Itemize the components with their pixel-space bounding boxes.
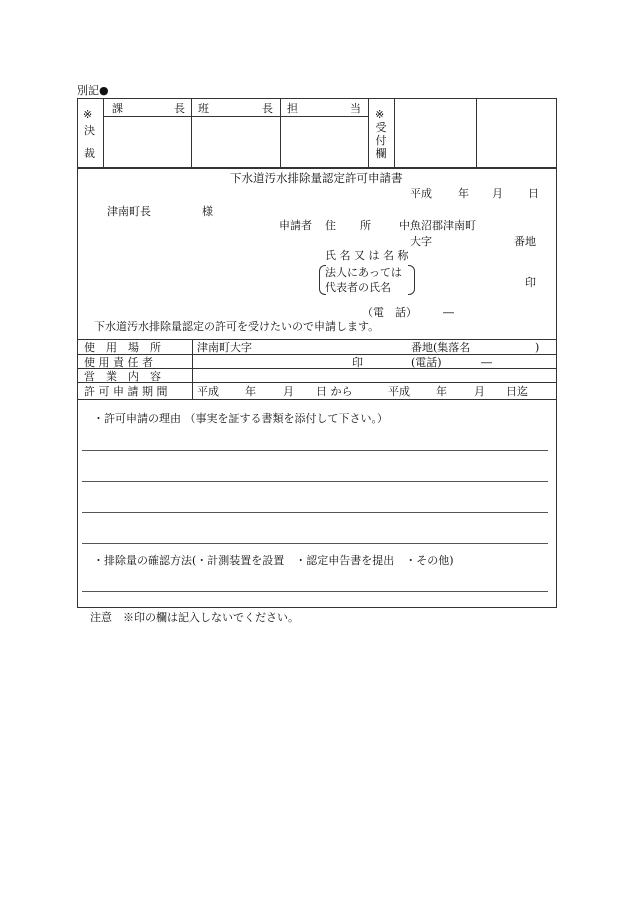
oaza-label: 大字 [410, 235, 432, 248]
applicant-label: 申請者 [279, 219, 312, 232]
addressee-suffix: 様 [202, 205, 213, 218]
phone-label: （電 話） [362, 306, 417, 319]
row-location-banchi: 番地(集落名 [411, 341, 471, 354]
note: 注意 ※印の欄は記入しないでください。 [90, 611, 299, 624]
row-period-month1: 月 [283, 385, 294, 398]
approval-label-1: 決 [84, 124, 95, 137]
row-period-label: 許 可 申 請 期 間 [84, 385, 168, 398]
row-responsible-seal: 印 [352, 356, 363, 369]
col-ka: 課 [112, 102, 123, 115]
approval-mark: ※ [83, 108, 93, 121]
col-han: 班 [198, 102, 209, 115]
date-day: 日 [528, 187, 539, 200]
corp-line-2: 代表者の氏名 [325, 281, 391, 294]
phone-dash: ― [443, 306, 454, 319]
reason-line-4 [82, 543, 548, 544]
row-responsible-label: 使 用 責 任 者 [84, 356, 153, 369]
row-period-year2: 年 [436, 385, 447, 398]
reason-line-1 [82, 450, 548, 451]
bracket-right [408, 265, 415, 295]
address-value: 中魚沼郡津南町 [399, 219, 476, 232]
date-month: 月 [492, 187, 503, 200]
seal-applicant: 印 [525, 276, 536, 289]
row-period-day1: 日 から [316, 385, 353, 398]
approval-grid [77, 98, 557, 168]
receipt-mark: ※ [375, 108, 385, 121]
row-location-label: 使 用 場 所 [84, 341, 161, 354]
address-label-1: 住 [325, 219, 336, 232]
row-period-year1: 年 [245, 385, 256, 398]
row-period-day2: 日迄 [506, 385, 528, 398]
method-label: ・排除量の確認方法(・計測装置を設置 ・認定申告書を提出 ・その他) [93, 554, 454, 567]
receipt-label: 受付欄 [375, 121, 387, 160]
name-label: 氏 名 又 は 名 称 [325, 249, 409, 262]
row-period-era2: 平成 [388, 385, 410, 398]
row-responsible-phone: (電話) [411, 356, 442, 369]
date-era: 平成 [410, 187, 432, 200]
address-label-2: 所 [360, 219, 371, 232]
approval-label-2: 裁 [84, 147, 95, 160]
corp-line-1: 法人にあっては [325, 266, 402, 279]
row-responsible-dash: ― [481, 356, 492, 369]
row-period-month2: 月 [474, 385, 485, 398]
reason-line-2 [82, 481, 548, 482]
col-tan: 担 [287, 102, 298, 115]
row-location-value: 津南町大字 [197, 341, 252, 354]
reason-label: ・許可申請の理由 （事実を証する書類を添付して下さい。） [93, 412, 388, 425]
method-line [82, 591, 548, 592]
appendix-label: 別記● [77, 84, 109, 97]
col-ka-cho: 長 [174, 102, 185, 115]
banchi-label: 番地 [514, 235, 536, 248]
addressee: 津南町長 [107, 205, 151, 218]
request-text: 下水道汚水排除量認定の許可を受けたいので申請します。 [94, 320, 380, 333]
col-to: 当 [350, 102, 361, 115]
row-business-label: 営 業 内 容 [84, 370, 161, 383]
form-title: 下水道汚水排除量認定許可申請書 [230, 171, 403, 185]
reason-line-3 [82, 512, 548, 513]
row-period-era1: 平成 [197, 385, 219, 398]
row-location-close: ) [535, 341, 540, 354]
date-year: 年 [458, 187, 469, 200]
col-han-cho: 長 [262, 102, 273, 115]
